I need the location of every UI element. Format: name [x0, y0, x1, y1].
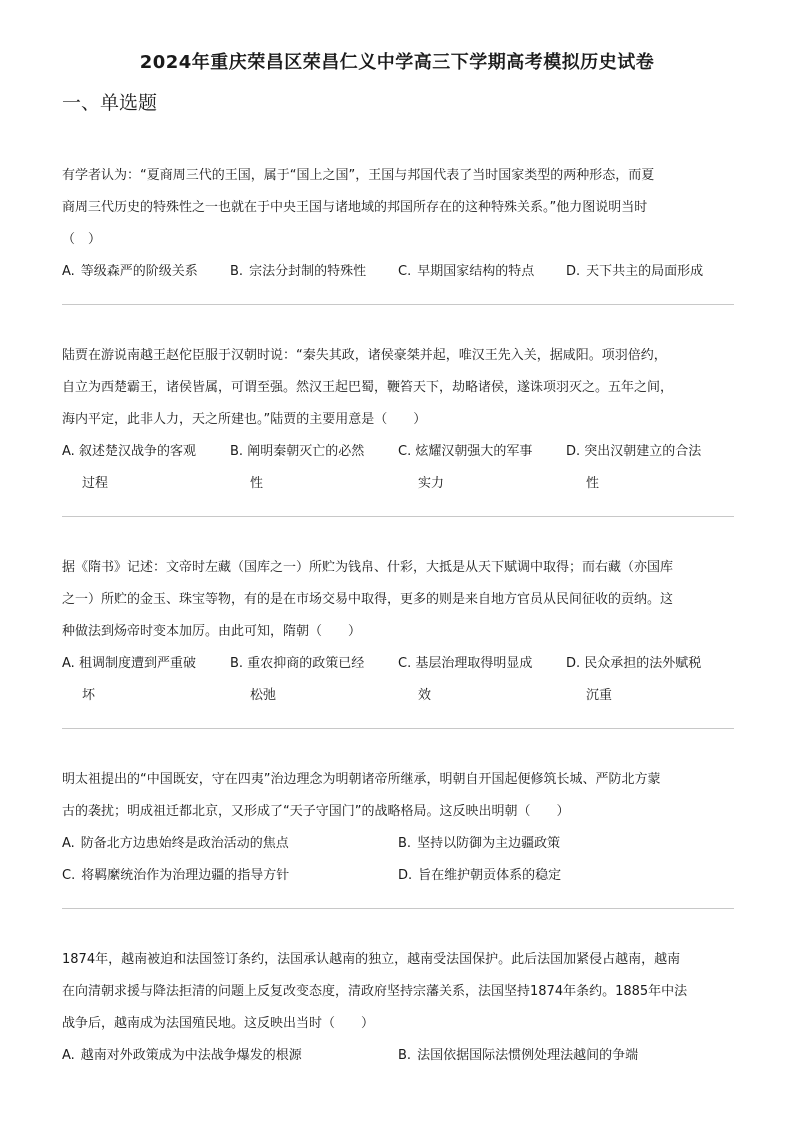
option-text: 等级森严的阶级关系: [80, 264, 198, 279]
question-stem: [62, 340, 734, 436]
option-a[interactable]: [62, 1040, 398, 1072]
options: [62, 436, 734, 500]
question-divider: [62, 728, 734, 729]
option-letter: B.: [230, 444, 244, 459]
option-text: 阐明秦朝灭亡的必然: [247, 444, 365, 459]
option-c[interactable]: [62, 860, 398, 892]
option-text: 租调制度遭到严重破: [78, 656, 196, 671]
stem-line: 商周三代历史的特殊性之一也就在于中央王国与诸地域的邦国所存在的这种特殊关系。”他力图说明当时: [62, 200, 648, 215]
option-text: 炫耀汉朝强大的军事: [415, 444, 533, 459]
option-d[interactable]: [566, 648, 734, 712]
option-letter: D.: [566, 444, 581, 459]
option-b[interactable]: [230, 436, 398, 500]
option-text-cont: 性: [586, 476, 600, 491]
option-letter: B.: [398, 1048, 412, 1063]
option-letter: B.: [398, 836, 412, 851]
option-text-cont: 沉重: [586, 688, 613, 703]
question-2: [62, 340, 734, 500]
option-c[interactable]: [398, 436, 566, 500]
option-letter: C.: [398, 444, 412, 459]
question-4: [62, 764, 734, 892]
options: [62, 648, 734, 712]
option-text: 叙述楚汉战争的客观: [78, 444, 196, 459]
option-text-cont: 性: [250, 476, 264, 491]
stem-line: 海内平定，此非人力，天之所建也。”陆贾的主要用意是（ ）: [62, 412, 427, 427]
option-d[interactable]: [566, 436, 734, 500]
option-c[interactable]: [398, 256, 566, 288]
stem-line: 1874年，越南被迫和法国签订条约，法国承认越南的独立，越南受法国保护。此后法国加紧侵占越南，越南: [62, 952, 681, 967]
exam-title: 2024年重庆荣昌区荣昌仁义中学高三下学期高考模拟历史试卷: [139, 52, 655, 73]
option-text-cont: 过程: [82, 476, 109, 491]
option-letter: B.: [230, 656, 244, 671]
stem-line: 自立为西楚霸王，诸侯皆属，可谓至强。然汉王起巴蜀，鞭笞天下，劫略诸侯，遂诛项羽灭之。五年之间，: [62, 380, 674, 395]
option-b[interactable]: [230, 648, 398, 712]
question-stem: [62, 160, 734, 256]
question-divider: [62, 304, 734, 305]
question-5: [62, 944, 734, 1072]
option-a[interactable]: [62, 256, 230, 288]
option-letter: A.: [62, 444, 75, 459]
option-text-cont: 效: [418, 688, 432, 703]
stem-line: 种做法到炀帝时变本加厉。由此可知，隋朝（ ）: [62, 624, 362, 639]
option-text: 宗法分封制的特殊性: [249, 264, 367, 279]
option-text-cont: 实力: [418, 476, 445, 491]
stem-line: 明太祖提出的“中国既安，守在四夷”治边理念为明朝诸帝所继承，明朝自开国起便修筑长城、严防北方蒙: [62, 772, 661, 787]
question-stem: [62, 552, 734, 648]
option-letter: C.: [398, 656, 412, 671]
option-d[interactable]: [566, 256, 734, 288]
question-stem: [62, 764, 734, 828]
option-letter: D.: [398, 868, 413, 883]
option-text: 旨在维护朝贡体系的稳定: [418, 868, 562, 883]
option-text-cont: 坏: [82, 688, 96, 703]
stem-line: 有学者认为：“夏商周三代的王国，属于“国上之国”，王国与邦国代表了当时国家类型的两种形态，而夏: [62, 168, 655, 183]
stem-line: （ ）: [62, 232, 102, 247]
stem-line: 陆贾在游说南越王赵佗臣服于汉朝时说：“秦失其政，诸侯豪桀并起，唯汉王先入关，据咸阳。项羽倍约，: [62, 348, 667, 363]
option-letter: A.: [62, 1048, 75, 1063]
stem-line: 在向清朝求援与降法拒清的问题上反复改变态度，清政府坚持宗藩关系，法国坚持1874年条约。1885年中法: [62, 984, 688, 999]
stem-line: 据《隋书》记述：文帝时左藏（国库之一）所贮为钱帛、什彩，大抵是从天下赋调中取得；而右藏（亦国库: [62, 560, 674, 575]
stem-line: 战争后，越南成为法国殖民地。这反映出当时（ ）: [62, 1016, 375, 1031]
option-a[interactable]: [62, 436, 230, 500]
option-b[interactable]: [398, 828, 734, 860]
question-divider: [62, 908, 734, 909]
option-text: 越南对外政策成为中法战争爆发的根源: [80, 1048, 302, 1063]
option-text: 早期国家结构的特点: [417, 264, 535, 279]
option-b[interactable]: [230, 256, 398, 288]
option-a[interactable]: [62, 828, 398, 860]
option-a[interactable]: [62, 648, 230, 712]
option-c[interactable]: [398, 648, 566, 712]
option-letter: C.: [62, 868, 76, 883]
option-letter: B.: [230, 264, 244, 279]
section-title: 一、单选题: [62, 92, 158, 114]
option-b[interactable]: [398, 1040, 734, 1072]
option-text: 将羁縻统治作为治理边疆的指导方针: [81, 868, 290, 883]
option-letter: D.: [566, 264, 581, 279]
question-divider: [62, 516, 734, 517]
options: [62, 828, 734, 892]
option-letter: A.: [62, 836, 75, 851]
option-text: 防备北方边患始终是政治活动的焦点: [80, 836, 289, 851]
option-letter: A.: [62, 656, 75, 671]
option-letter: A.: [62, 264, 75, 279]
option-text: 民众承担的法外赋税: [584, 656, 702, 671]
option-letter: C.: [398, 264, 412, 279]
options: [62, 256, 734, 288]
option-text: 天下共主的局面形成: [586, 264, 704, 279]
option-text: 坚持以防御为主边疆政策: [417, 836, 561, 851]
question-1: [62, 160, 734, 288]
option-letter: D.: [566, 656, 581, 671]
stem-line: 古的袭扰；明成祖迁都北京，又形成了“天子守国门”的战略格局。这反映出明朝（ ）: [62, 804, 570, 819]
stem-line: 之一）所贮的金玉、珠宝等物，有的是在市场交易中取得，更多的则是来自地方官员从民间征收的贡纳。这: [62, 592, 674, 607]
option-d[interactable]: [398, 860, 734, 892]
option-text: 突出汉朝建立的合法: [584, 444, 702, 459]
question-stem: [62, 944, 734, 1040]
option-text: 法国依据国际法惯例处理法越间的争端: [417, 1048, 639, 1063]
option-text: 基层治理取得明显成: [415, 656, 533, 671]
option-text: 重农抑商的政策已经: [247, 656, 365, 671]
options: [62, 1040, 734, 1072]
question-3: [62, 552, 734, 712]
option-text-cont: 松弛: [250, 688, 277, 703]
